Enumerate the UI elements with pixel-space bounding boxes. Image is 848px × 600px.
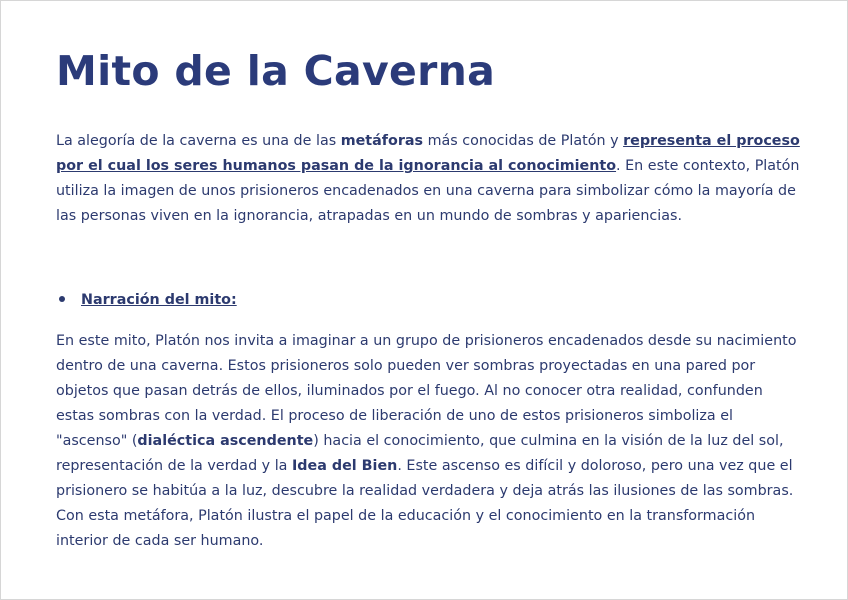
story-paragraph — [56, 329, 801, 554]
section-bullet-item — [56, 288, 237, 313]
section-heading: Narración del mito: — [81, 292, 237, 308]
story-bold-idea-del-bien: Idea del Bien — [291, 458, 398, 474]
story-bold-dialectica: dialéctica ascendente — [137, 433, 314, 449]
intro-bold-metaforas: metáforas — [340, 133, 424, 149]
story-text-1: En este mito, Platón nos invita a imaginar a un grupo de prisioneros encadenados desde su nacimiento dentro de una caverna. Estos prisioneros solo pueden ver sombras proyectadas en una pared por objetos que pasan detrás de ellos, iluminados por el fuego. Al no conocer otra realidad, confunden estas sombras con la verdad. El proceso de liberación de uno de estos prisioneros simboliza el "ascenso" ( — [56, 333, 797, 449]
intro-text-1: La alegoría de la caverna es una de las — [56, 133, 341, 149]
story-text-2: ) hacia el conocimiento, que culmina en la visión de la luz del sol, representación de la verdad y la — [56, 433, 784, 474]
story-text-3: . Este ascenso es difícil y doloroso, pero una vez que el prisionero se habitúa a la luz, descubre la realidad verdadera y deja atrás las ilusiones de las sombras. Con esta metáfora, Platón ilustra el papel de la educación y el conocimiento en la transformación interior de cada ser humano. — [56, 458, 794, 549]
page-title: Mito de la Caverna — [56, 47, 496, 95]
bullet-dot-icon — [59, 296, 65, 302]
intro-underlined-phrase: representa el proceso por el cual los seres humanos pasan de la ignorancia al conocimiento — [56, 133, 800, 174]
intro-paragraph — [56, 129, 801, 229]
intro-text-2: más conocidas de Platón y — [423, 133, 624, 149]
intro-text-3: . En este contexto, Platón utiliza la imagen de unos prisioneros encadenados en una caverna para simbolizar cómo la mayoría de las personas viven en la ignorancia, atrapadas en un mundo de sombras y apariencias. — [56, 158, 800, 224]
